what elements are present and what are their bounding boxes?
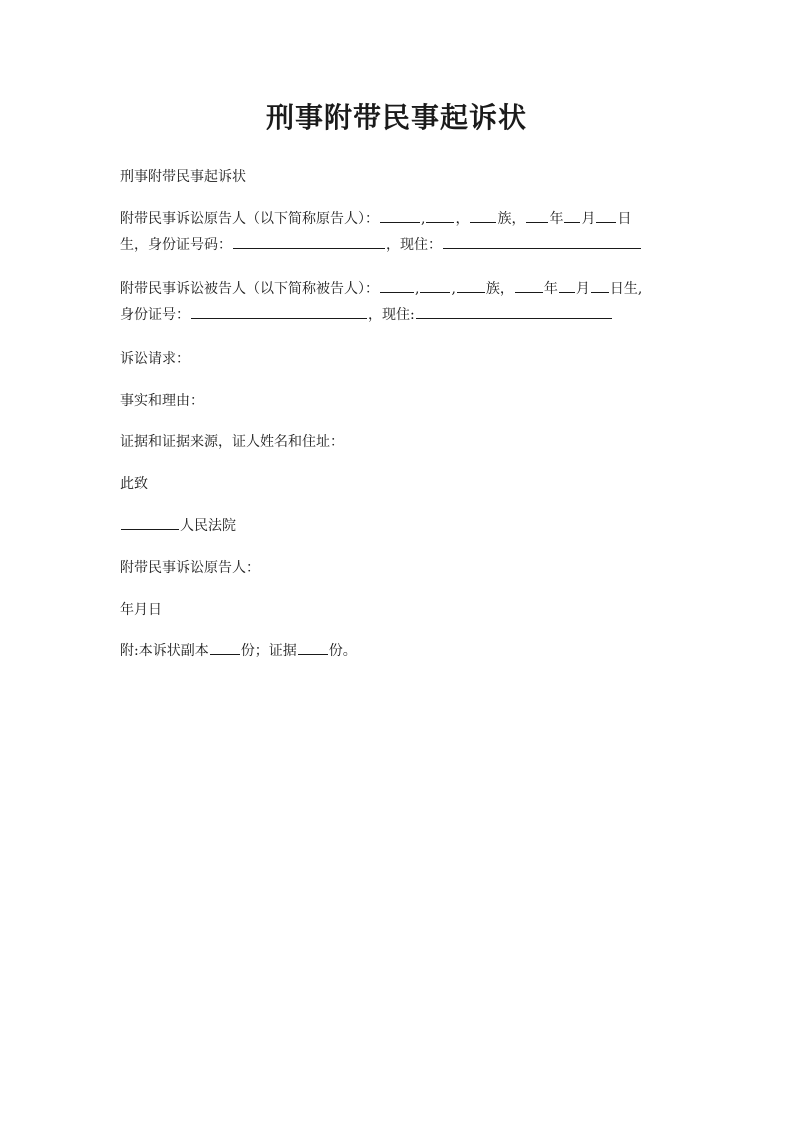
plaintiff-label: 附带民事诉讼原告人（以下简称原告人）： — [120, 211, 379, 227]
separator: ， — [455, 211, 470, 227]
defendant-birth-month-blank[interactable] — [559, 278, 575, 293]
defendant-label: 附带民事诉讼被告人（以下简称被告人）： — [120, 281, 379, 297]
evidence-count-blank[interactable] — [298, 640, 328, 655]
address-label: ，现住： — [386, 237, 442, 253]
court-line — [120, 513, 680, 539]
defendant-line-1 — [120, 276, 680, 302]
defendant-ethnicity-blank[interactable] — [457, 278, 485, 293]
attachment-prefix: 附:本诉状副本 — [120, 643, 209, 659]
plaintiff-id-number-blank[interactable] — [233, 234, 385, 249]
separator: , — [451, 281, 456, 297]
defendant-gender-blank[interactable] — [420, 278, 450, 293]
month-label: 月 — [581, 211, 596, 227]
id-number-label: 生，身份证号码： — [120, 237, 232, 253]
date-line: 年月日 — [120, 602, 162, 618]
plaintiff-gender-blank[interactable] — [426, 208, 454, 223]
day-label: 日生, — [609, 281, 643, 297]
ethnicity-suffix: 族， — [485, 281, 514, 297]
defendant-birth-day-blank[interactable] — [591, 278, 609, 293]
attachment-line — [120, 638, 680, 664]
year-label: 年 — [549, 211, 564, 227]
defendant-birth-year-blank[interactable] — [515, 278, 543, 293]
ethnicity-suffix: 族， — [497, 211, 526, 227]
defendant-line-2 — [120, 302, 680, 328]
attachment-end: 份。 — [328, 643, 357, 659]
salutation: 此致 — [120, 476, 148, 492]
plaintiff-ethnicity-blank[interactable] — [470, 208, 496, 223]
defendant-address-blank[interactable] — [416, 304, 612, 319]
copies-label: 份；证据 — [240, 643, 297, 659]
signature-line: 附带民事诉讼原告人： — [120, 560, 260, 576]
defendant-name-blank[interactable] — [380, 278, 414, 293]
address-label: ，现住: — [368, 307, 415, 323]
plaintiff-line-1 — [120, 206, 680, 232]
court-name-blank[interactable] — [121, 515, 179, 530]
facts-heading: 事实和理由： — [120, 393, 204, 409]
day-label: 日 — [617, 211, 632, 227]
year-label: 年 — [543, 281, 558, 297]
document-subtitle: 刑事附带民事起诉状 — [120, 169, 246, 185]
id-number-label: 身份证号： — [120, 307, 190, 323]
evidence-heading: 证据和证据来源，证人姓名和住址： — [120, 434, 344, 450]
separator: , — [415, 281, 420, 297]
document-title: 刑事附带民事起诉状 — [265, 101, 527, 134]
copies-count-blank[interactable] — [210, 640, 240, 655]
defendant-id-number-blank[interactable] — [191, 304, 367, 319]
separator: , — [421, 211, 426, 227]
plaintiff-line-2 — [120, 232, 680, 258]
plaintiff-birth-year-blank[interactable] — [526, 208, 548, 223]
plaintiff-address-blank[interactable] — [443, 234, 641, 249]
plaintiff-name-blank[interactable] — [380, 208, 420, 223]
claims-heading: 诉讼请求： — [120, 351, 190, 367]
court-suffix: 人民法院 — [180, 518, 236, 534]
plaintiff-birth-month-blank[interactable] — [564, 208, 580, 223]
month-label: 月 — [575, 281, 590, 297]
plaintiff-birth-day-blank[interactable] — [596, 208, 616, 223]
